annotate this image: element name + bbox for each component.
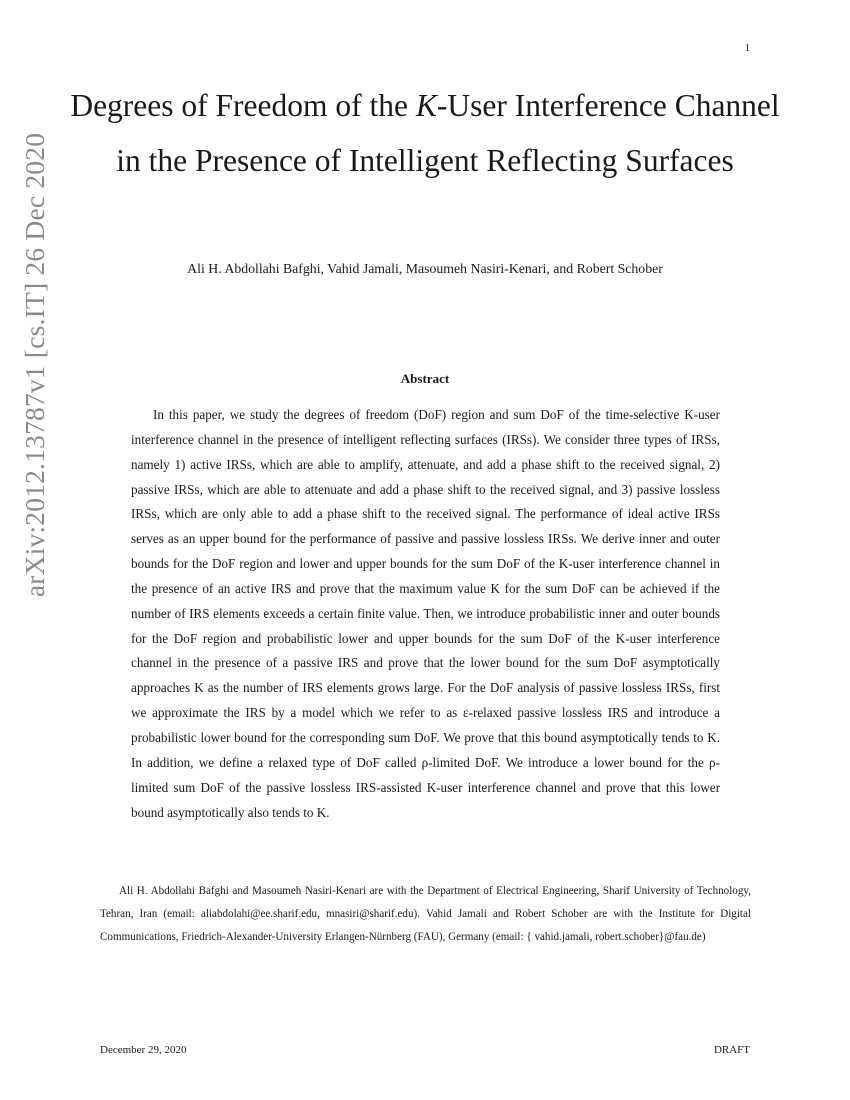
arxiv-identifier-stamp[interactable]: arXiv:2012.13787v1 [cs.IT] 26 Dec 2020 [19, 132, 50, 598]
footer-draft-label: DRAFT [713, 1044, 750, 1056]
author-list: Ali H. Abdollahi Bafghi, Vahid Jamali, Masoumeh Nasiri-Kenari, and Robert Schober [187, 261, 663, 276]
title-part-1: Degrees of Freedom of the [70, 88, 416, 123]
title-part-2: -User Interference Channel in the Presence of Intelligent Reflecting Surfaces [116, 88, 780, 178]
abstract-body: In this paper, we study the degrees of freedom (DoF) region and sum DoF of the time-selective K-user interference channel in the presence of intelligent reflecting surfaces (IRSs). We consider three types of IRSs, namely 1) active IRSs, which are able to amplify, attenuate, and add a phase shift to the received signal, 2) passive IRSs, which are able to attenuate and add a phase shift to the received signal, and 3) passive lossless IRSs, which are only able to add a phase shift to the received signal. The performance of ideal active IRSs serves as an upper bound for the performance of passive and passive lossless IRSs. We derive inner and outer bounds for the DoF region and lower and upper bounds for the sum DoF of the K-user interference channel in the presence of an active IRS and prove that the maximum value K for the sum DoF can be achieved if the number of IRS elements exceeds a certain finite value. Then, we introduce probabilistic inner and outer bounds for the DoF region and probabilistic lower and upper bounds for the sum DoF of the K-user interference channel in the presence of a passive IRS and prove that the lower bound for the sum DoF asymptotically approaches K as the number of IRS elements grows large. For the DoF analysis of passive lossless IRSs, first we approximate the IRS by a model which we refer to as ε-relaxed passive lossless IRS and introduce a probabilistic lower bound for the corresponding sum DoF. We prove that this bound asymptotically tends to K. In addition, we define a relaxed type of DoF called ρ-limited DoF. We introduce a lower bound for the ρ-limited sum DoF of the passive lossless IRS-assisted K-user interference channel and prove that this lower bound asymptotically also tends to K. [131, 407, 720, 820]
page-number: 1 [744, 42, 750, 54]
footer-date: December 29, 2020 [100, 1044, 187, 1056]
author-affiliation-footnote: Ali H. Abdollahi Bafghi and Masoumeh Nasiri-Kenari are with the Department of Electrical Engineering, Sharif University of Technology, Tehran, Iran (email: aliabdolahi@ee.sharif.edu, mnasiri@sharif.edu). Vahid Jamali and Robert Schober are with the Institute for Digital Communications, Friedrich-Alexander-University Erlangen-Nürnberg (FAU), Germany (email: { vahid.jamali, robert.schober}@fau.de) [100, 885, 751, 943]
paper-title [60, 78, 790, 188]
abstract-heading: Abstract [400, 371, 450, 386]
title-variable-k: K [415, 88, 437, 123]
